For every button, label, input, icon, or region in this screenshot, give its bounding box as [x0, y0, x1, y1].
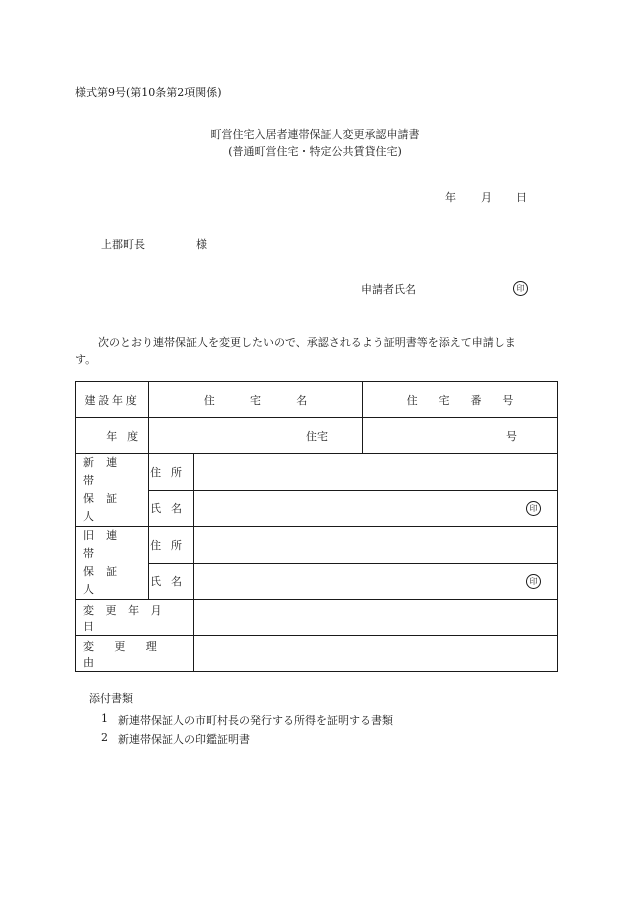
form-number: 様式第9号(第10条第2項関係) [75, 86, 222, 99]
house-suffix-text: 住宅 [306, 429, 329, 443]
header-construction-year-text: 建設年度 [84, 393, 140, 407]
old-guarantor-label-line2: 保証人 [83, 565, 130, 596]
date-year-label: 年 [445, 191, 456, 204]
old-guarantor-name-text: 氏名 [150, 575, 192, 589]
header-house-number-text: 住宅番号 [406, 393, 535, 407]
addressee-name: 上郡町長 [101, 238, 145, 251]
body-text-line2: す。 [75, 353, 97, 366]
change-date-field[interactable] [194, 600, 558, 636]
new-guarantor-address-field[interactable] [194, 454, 558, 491]
attachments-heading: 添付書類 [89, 692, 133, 705]
header-house-name [149, 382, 363, 418]
new-guarantor-address-text: 住所 [150, 465, 192, 479]
value-house-name[interactable] [149, 418, 363, 454]
change-date-label [76, 600, 194, 636]
old-guarantor-address-field[interactable] [194, 527, 558, 564]
application-table [75, 381, 558, 672]
value-house-number[interactable] [363, 418, 558, 454]
change-reason-row [76, 636, 558, 672]
table-header-row [76, 382, 558, 418]
new-guarantor-label-line1: 新連帯 [83, 456, 130, 487]
new-guarantor-name-row [76, 490, 558, 527]
old-guarantor-label-line1: 旧連帯 [83, 529, 130, 560]
body-text-line1: 次のとおり連帯保証人を変更したいので、承認されるよう証明書等を添えて申請しま [98, 336, 516, 349]
header-house-number [363, 382, 558, 418]
old-guarantor-name-label [149, 563, 194, 600]
change-reason-label-text: 変更理由 [83, 639, 178, 669]
table-value-row [76, 418, 558, 454]
attachment-item-2-text: 新連帯保証人の印鑑証明書 [118, 733, 250, 746]
new-guarantor-label-line2: 保証人 [83, 492, 130, 523]
date-month-label: 月 [481, 191, 492, 204]
change-date-label-text: 変更年月日 [83, 603, 174, 633]
attachment-item-1-num: 1 [101, 712, 108, 725]
header-construction-year [76, 382, 149, 418]
old-guarantor-name-field[interactable] [194, 563, 558, 600]
old-guarantor-seal-mark: 印 [526, 574, 541, 589]
form-title: 町営住宅入居者連帯保証人変更承認申請書 [210, 128, 420, 141]
year-suffix-text: 年度 [106, 429, 148, 443]
date-day-label: 日 [516, 191, 527, 204]
change-reason-field[interactable] [194, 636, 558, 672]
new-guarantor-name-field[interactable] [194, 490, 558, 527]
old-guarantor-label [76, 527, 149, 600]
old-guarantor-address-label [149, 527, 194, 564]
change-date-row [76, 600, 558, 636]
attachment-item-1-text: 新連帯保証人の市町村長の発行する所得を証明する書類 [118, 714, 393, 727]
applicant-name-label: 申請者氏名 [361, 283, 416, 296]
header-house-name-text: 住宅名 [203, 393, 343, 407]
form-subtitle: (普通町営住宅・特定公共賃貸住宅) [228, 145, 402, 158]
addressee-honorific: 様 [196, 238, 207, 251]
old-guarantor-address-text: 住所 [150, 538, 192, 552]
value-construction-year[interactable] [76, 418, 149, 454]
new-guarantor-address-row [76, 454, 558, 491]
new-guarantor-name-label [149, 490, 194, 527]
number-suffix-text: 号 [506, 429, 518, 443]
change-reason-label [76, 636, 194, 672]
new-guarantor-label [76, 454, 149, 527]
old-guarantor-address-row [76, 527, 558, 564]
old-guarantor-name-row [76, 563, 558, 600]
seal-mark: 印 [513, 281, 528, 296]
new-guarantor-address-label [149, 454, 194, 491]
new-guarantor-name-text: 氏名 [150, 502, 192, 516]
new-guarantor-seal-mark: 印 [526, 501, 541, 516]
attachment-item-2-num: 2 [101, 731, 108, 744]
